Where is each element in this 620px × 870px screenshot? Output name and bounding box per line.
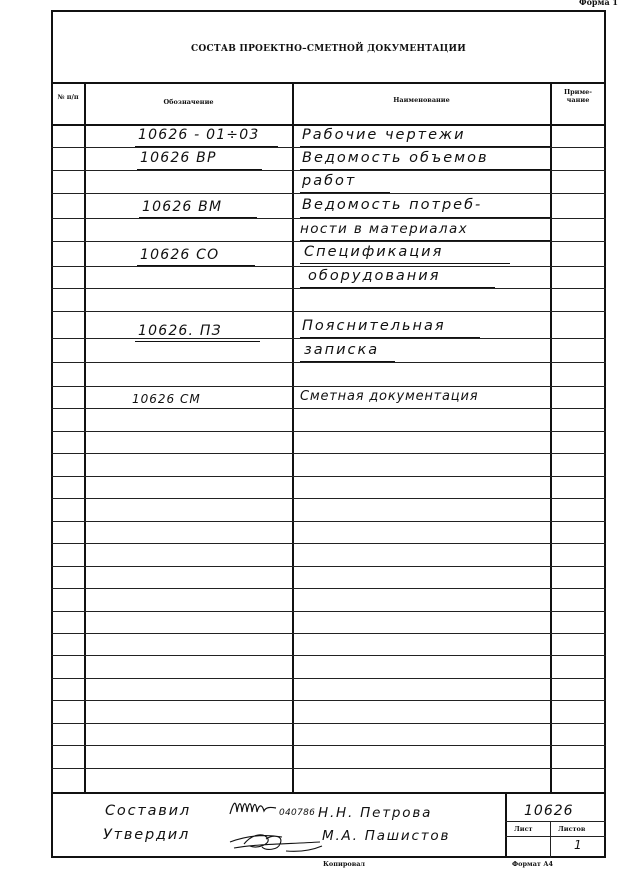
entry-underline bbox=[300, 337, 480, 338]
table-row-line bbox=[51, 521, 606, 522]
table-row-line bbox=[51, 723, 606, 724]
table-row-line bbox=[51, 476, 606, 477]
entry-code-4: 10626 СО bbox=[140, 247, 220, 263]
table-row-line bbox=[51, 218, 606, 219]
entry-underline bbox=[300, 217, 550, 218]
entry-underline bbox=[300, 169, 550, 170]
entry-name-3a: Ведомость потреб- bbox=[302, 197, 483, 213]
entry-underline bbox=[300, 192, 390, 193]
table-row-line bbox=[51, 170, 606, 171]
table-row-line bbox=[51, 745, 606, 746]
header-num: № п/п bbox=[57, 93, 79, 101]
table-row-line bbox=[51, 633, 606, 634]
table-row-line bbox=[51, 338, 606, 339]
entry-name-4a: Спецификация bbox=[304, 244, 444, 260]
entry-name-2b: работ bbox=[302, 173, 357, 189]
form-label: Форма 1 bbox=[578, 0, 618, 7]
entry-name-5a: Пояснительная bbox=[302, 318, 446, 334]
footer-doc-number: 10626 bbox=[524, 803, 574, 819]
approved-name: М.А. Пашистов bbox=[322, 828, 451, 844]
table-row-line bbox=[51, 431, 606, 432]
header-designation: Обозначение bbox=[163, 98, 214, 106]
entry-underline bbox=[300, 287, 495, 288]
table-row-line bbox=[51, 453, 606, 454]
entry-underline bbox=[300, 263, 510, 264]
table-row-line bbox=[51, 566, 606, 567]
header-top-line bbox=[51, 82, 606, 84]
footer-divider bbox=[505, 793, 507, 858]
table-row-line bbox=[51, 241, 606, 242]
table-row-line bbox=[51, 193, 606, 194]
table-row-line bbox=[51, 288, 606, 289]
header-bottom-line bbox=[51, 124, 606, 126]
entry-code-1: 10626 - 01÷03 bbox=[138, 127, 260, 143]
table-row-line bbox=[51, 408, 606, 409]
table-row-line bbox=[51, 768, 606, 769]
footer-sheet-line bbox=[505, 836, 606, 837]
sheets-value: 1 bbox=[574, 838, 583, 852]
footer-doc-line bbox=[505, 821, 606, 822]
sheet-label: Лист bbox=[514, 825, 533, 833]
header-note: Приме-чание bbox=[564, 88, 592, 104]
col-line-3 bbox=[550, 82, 552, 793]
col-line-1 bbox=[84, 82, 86, 793]
entry-underline bbox=[137, 265, 255, 266]
document-title: СОСТАВ ПРОЕКТНО–СМЕТНОЙ ДОКУМЕНТАЦИИ bbox=[191, 44, 466, 54]
table-row-line bbox=[51, 678, 606, 679]
composed-signature bbox=[228, 798, 280, 820]
composed-date: 040786 bbox=[279, 808, 316, 818]
entry-name-5b: записка bbox=[304, 342, 380, 358]
entry-code-2: 10626 ВР bbox=[140, 150, 217, 166]
format-label: Формат А4 bbox=[512, 860, 554, 868]
entry-underline bbox=[300, 361, 395, 362]
table-row-line bbox=[51, 543, 606, 544]
table-row-line bbox=[51, 588, 606, 589]
entry-name-1a: Рабочие чертежи bbox=[302, 127, 466, 143]
col-line-2 bbox=[292, 82, 294, 793]
table-row-line bbox=[51, 266, 606, 267]
entry-underline bbox=[137, 169, 262, 170]
entry-underline bbox=[135, 341, 260, 342]
sheets-label: Листов bbox=[558, 825, 586, 833]
composed-label: Составил bbox=[105, 803, 191, 819]
entry-name-6a: Сметная документация bbox=[300, 389, 479, 404]
table-row-line bbox=[51, 498, 606, 499]
table-row-line bbox=[51, 611, 606, 612]
entry-code-3: 10626 ВМ bbox=[142, 199, 223, 215]
entry-code-6: 10626 СМ bbox=[132, 392, 201, 406]
entry-name-3b: ности в материалах bbox=[300, 221, 469, 237]
approved-label: Утвердил bbox=[103, 827, 191, 843]
entry-code-5: 10626. ПЗ bbox=[138, 323, 222, 339]
table-bottom-line bbox=[51, 792, 606, 794]
composed-name: Н.Н. Петрова bbox=[318, 805, 433, 821]
entry-underline bbox=[139, 217, 257, 218]
copied-label: Копировал bbox=[323, 860, 366, 868]
table-row-line bbox=[51, 147, 606, 148]
table-row-line bbox=[51, 655, 606, 656]
table-row-line bbox=[51, 386, 606, 387]
table-row-line bbox=[51, 362, 606, 363]
table-row-line bbox=[51, 311, 606, 312]
entry-underline bbox=[135, 146, 278, 147]
footer-sheet-divider bbox=[550, 821, 551, 858]
table-row-line bbox=[51, 700, 606, 701]
entry-name-2a: Ведомость объемов bbox=[302, 150, 489, 166]
header-name: Наименование bbox=[393, 96, 450, 104]
entry-underline bbox=[300, 240, 550, 241]
entry-name-4b: оборудования bbox=[308, 268, 441, 284]
entry-underline bbox=[300, 146, 550, 147]
